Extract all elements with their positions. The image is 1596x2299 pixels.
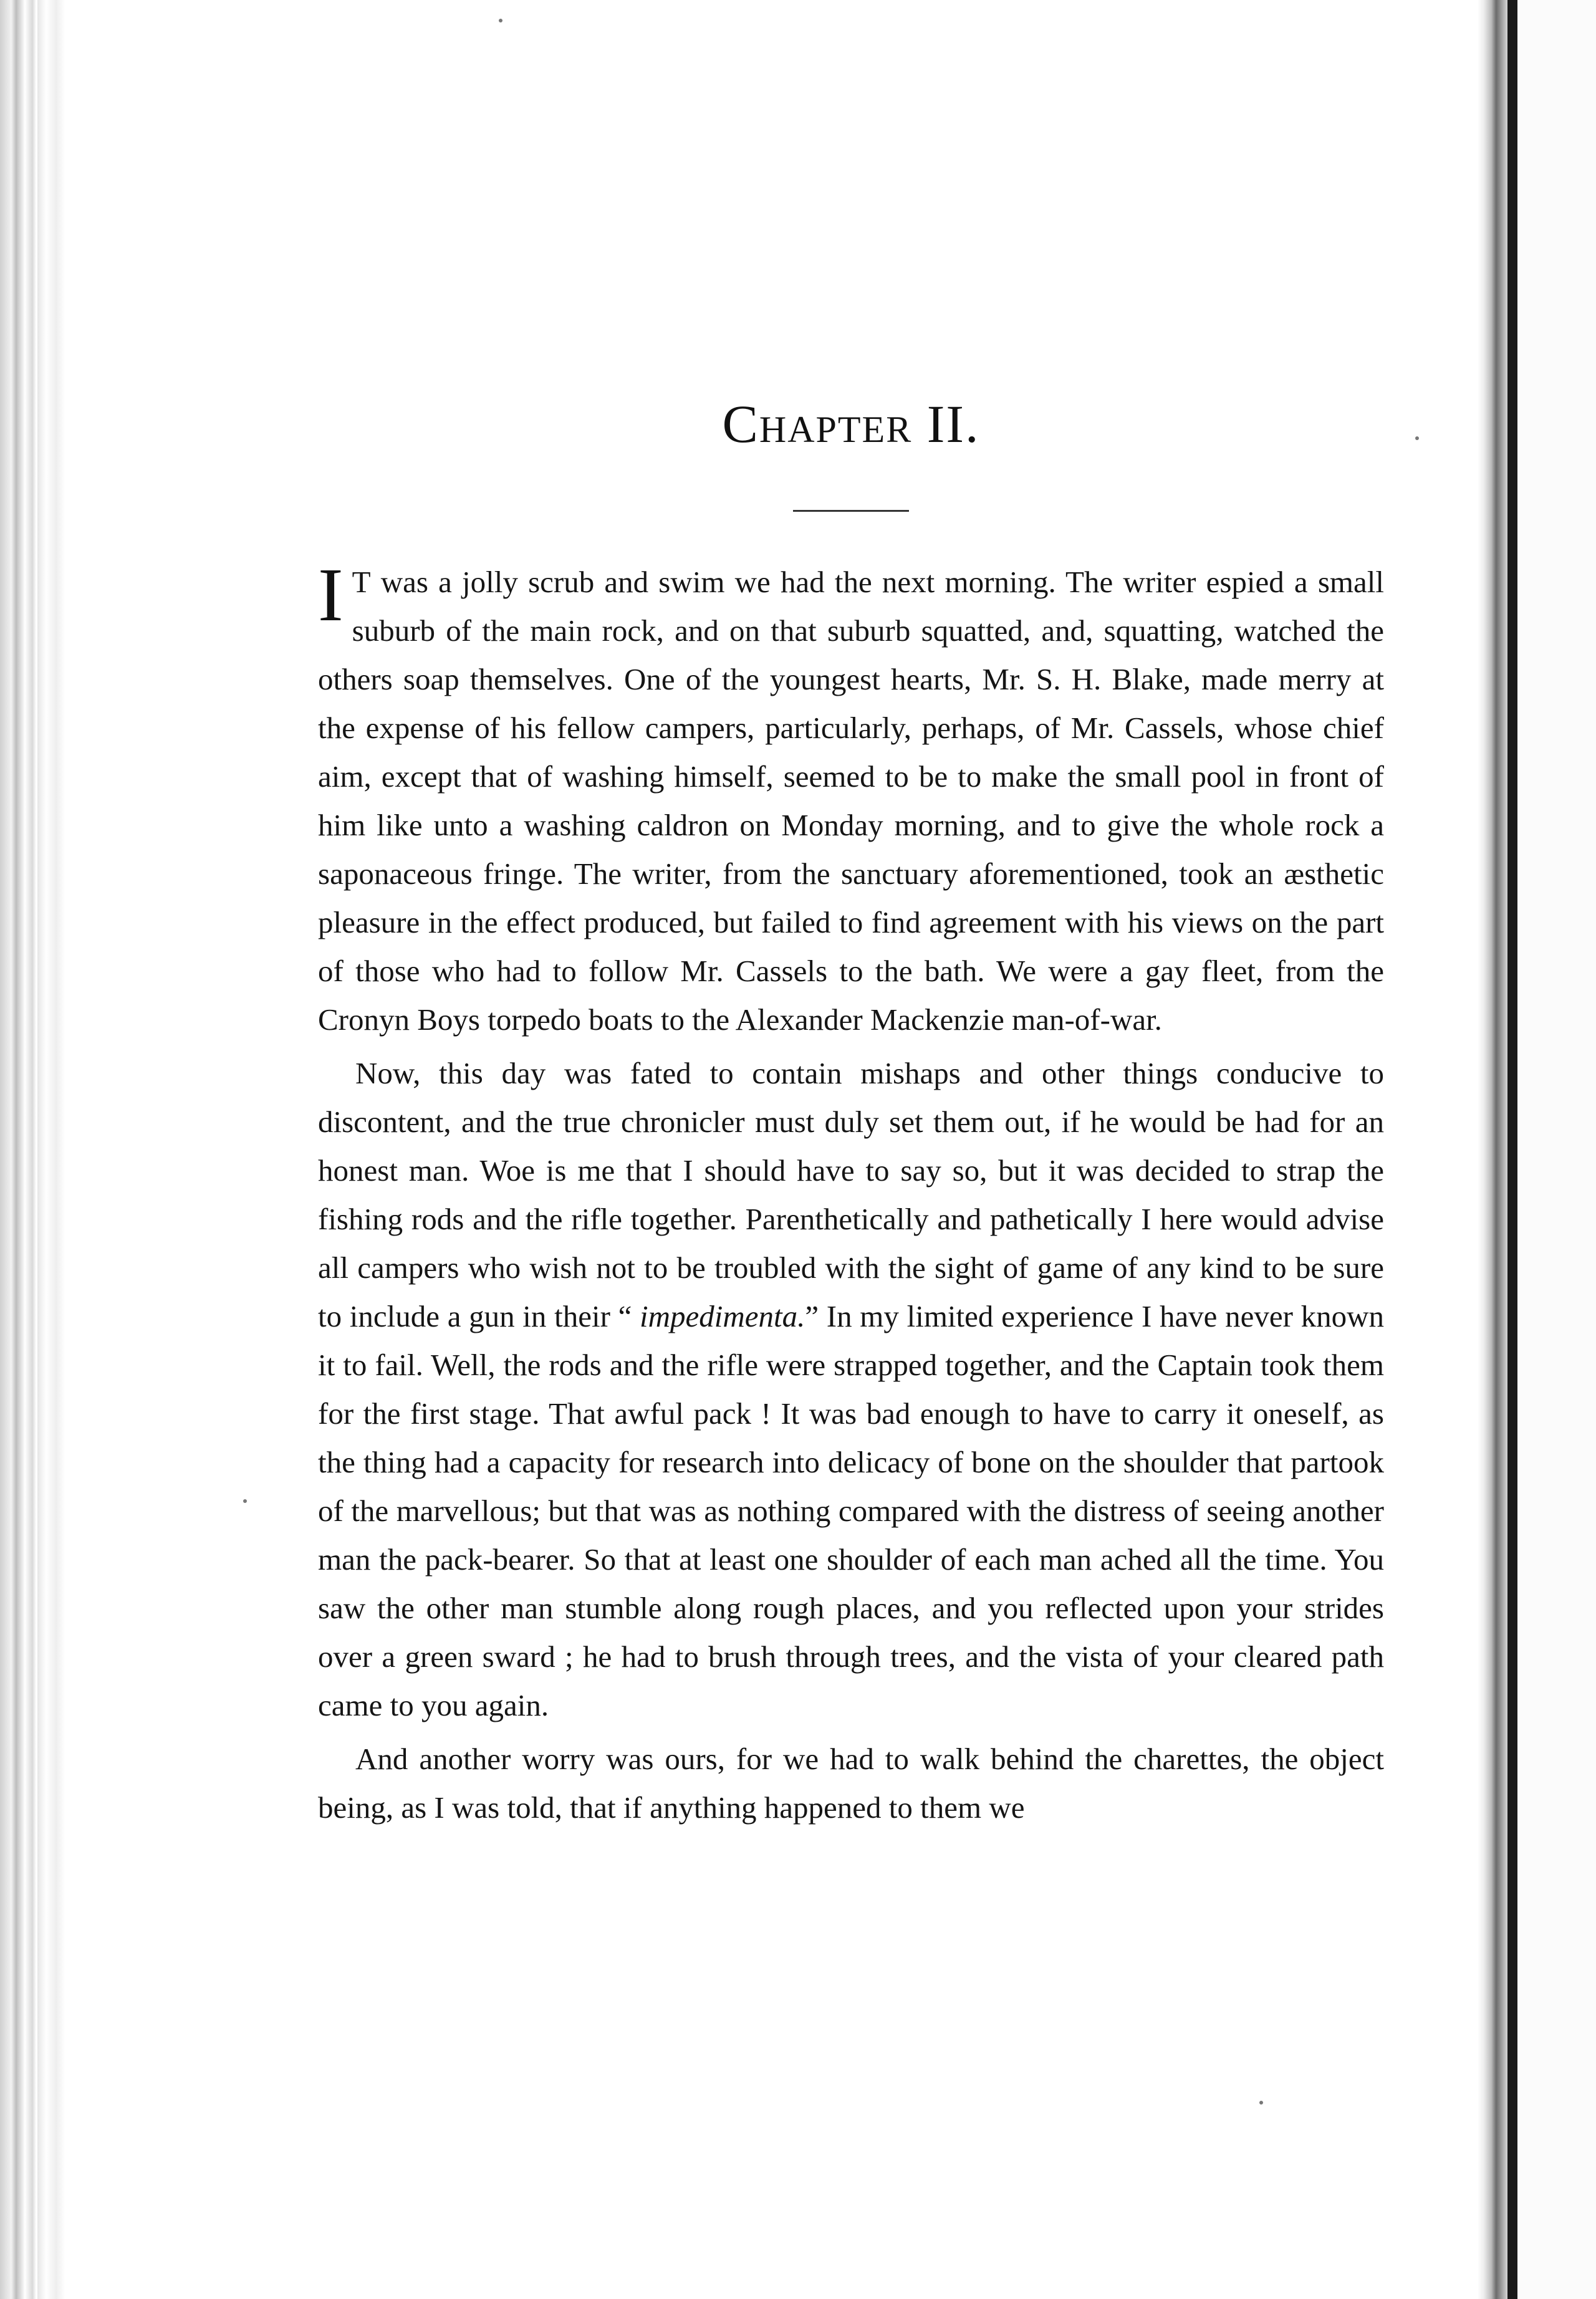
heading-rule — [793, 510, 909, 512]
scan-speck — [243, 1499, 247, 1503]
scan-speck — [1259, 2101, 1263, 2105]
chapter-heading: Chapter II. — [722, 394, 980, 454]
body-text — [318, 553, 1384, 1832]
drop-cap: I — [318, 553, 344, 637]
page-content — [318, 0, 1384, 2299]
paragraph-2-text-a: Now, this day was fated to contain mishaps and other things conducive to discontent, and the true chronicler must duly set them out, if he would be had for an honest man. Woe is me that I should have to say so, but it was decided to strap the fishing rods and the rifle together. Parenthetically and pathetically I here would advise all campers who wish not to be troubled with the sight of game of any kind to be sure to include a gun in their “ — [318, 1056, 1384, 1333]
paragraph-2 — [318, 1049, 1384, 1730]
page-edge-shadow — [37, 0, 65, 2299]
paragraph-2-italic: impedimenta. — [640, 1299, 805, 1333]
paragraph-3 — [318, 1735, 1384, 1832]
book-gutter — [1478, 0, 1507, 2299]
adjacent-page — [1507, 0, 1596, 2299]
first-word: T — [352, 565, 371, 599]
paragraph-1-text: was a jolly scrub and swim we had the next morning. The writer espied a small suburb of the main rock, and on that suburb squatted, and, squatting, watched the others soap themselves. One of the youngest hearts, Mr. S. H. Blake, made merry at the expense of his fellow campers, particularly, perhaps, of Mr. Cassels, whose chief aim, except that of washing himself, seemed to be to make the small pool in front of him like unto a washing caldron on Monday morning, and to give the whole rock a saponaceous fringe. The writer, from the sanctuary aforementioned, took an æsthetic pleasure in the effect produced, but failed to find agreement with his views on the part of those who had to follow Mr. Cassels to the bath. We were a gay fleet, from the Cronyn Boys torpedo boats to the Alexander Mackenzie man-of-war. — [318, 565, 1384, 1037]
paragraph-2-text-b: ” In my limited experience I have never known it to fail. Well, the rods and the rifle were strapped together, and the Captain took them for the first stage. That awful pack ! It was bad enough to have to carry it oneself, as the thing had a capacity for research into delicacy of bone on the shoulder that partook of the marvellous; but that was as nothing compared with the distress of seeing another man the pack-bearer. So that at least one shoulder of each man ached all the time. You saw the other man stumble along rough places, and you reflected upon your strides over a green sward ; he had to brush through trees, and the vista of your cleared path came to you again. — [318, 1299, 1384, 1722]
binding-shadow — [1507, 0, 1517, 2299]
paragraph-3-text: And another worry was ours, for we had to walk behind the charettes, the object being, as I was told, that if anything happened to them we — [318, 1742, 1384, 1825]
book-edge-left — [0, 0, 36, 2299]
paragraph-1 — [318, 553, 1384, 1044]
scan-speck — [499, 19, 502, 22]
scan-speck — [1415, 436, 1419, 440]
